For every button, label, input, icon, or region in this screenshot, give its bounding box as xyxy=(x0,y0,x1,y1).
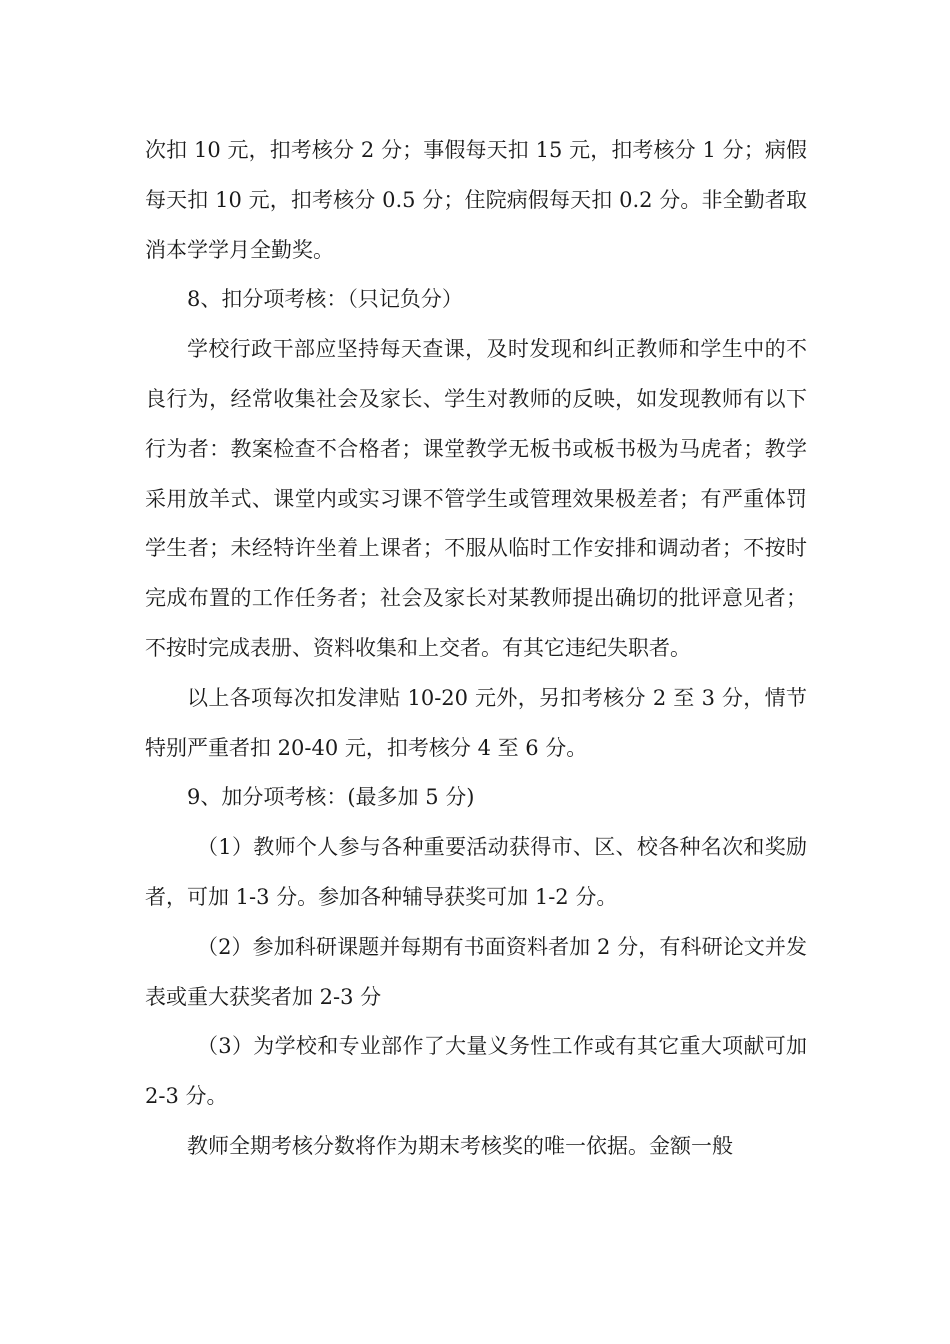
paragraph-final-assessment: 教师全期考核分数将作为期末考核奖的唯一依据。金额一般 xyxy=(187,1133,733,1158)
heading-bonus-assessment: 9、加分项考核：(最多加 5 分) xyxy=(187,785,475,810)
document-body xyxy=(145,126,807,1172)
heading-deduction-assessment: 8、扣分项考核：（只记负分） xyxy=(187,287,463,312)
list-item-bonus-1: （1）教师个人参与各种重要活动获得市、区、校各种名次和奖励者，可加 1-3 分。参加各种辅导获奖可加 1-2 分。 xyxy=(145,835,807,909)
list-item-bonus-3: （3）为学校和专业部作了大量义务性工作或有其它重大项献可加 2-3 分。 xyxy=(145,1034,807,1109)
paragraph-deduction-amounts: 以上各项每次扣发津贴 10-20 元外，另扣考核分 2 至 3 分，情节特别严重者扣 20-40 元，扣考核分 4 至 6 分。 xyxy=(145,685,807,760)
list-item-bonus-2: （2）参加科研课题并每期有书面资料者加 2 分，有科研论文并发表或重大获奖者加 2-3 分 xyxy=(145,934,807,1009)
paragraph-deduction-behaviors: 学校行政干部应坚持每天查课，及时发现和纠正教师和学生中的不良行为，经常收集社会及家长、学生对教师的反映，如发现教师有以下行为者：教案检查不合格者；课堂教学无板书或板书极为马虎者；教学采用放羊式、课堂内或实习课不管学生或管理效果极差者；有严重体罚学生者；未经特许坐着上课者；不服从临时工作安排和调动者；不按时完成布置的工作任务者；社会及家长对某教师提出确切的批评意见者；不按时完成表册、资料收集和上交者。有其它违纪失职者。 xyxy=(145,337,807,660)
paragraph-attendance-deductions: 次扣 10 元，扣考核分 2 分；事假每天扣 15 元，扣考核分 1 分；病假每天扣 10 元，扣考核分 0.5 分；住院病假每天扣 0.2 分。非全勤者取消本学学月全勤奖。 xyxy=(145,138,807,262)
